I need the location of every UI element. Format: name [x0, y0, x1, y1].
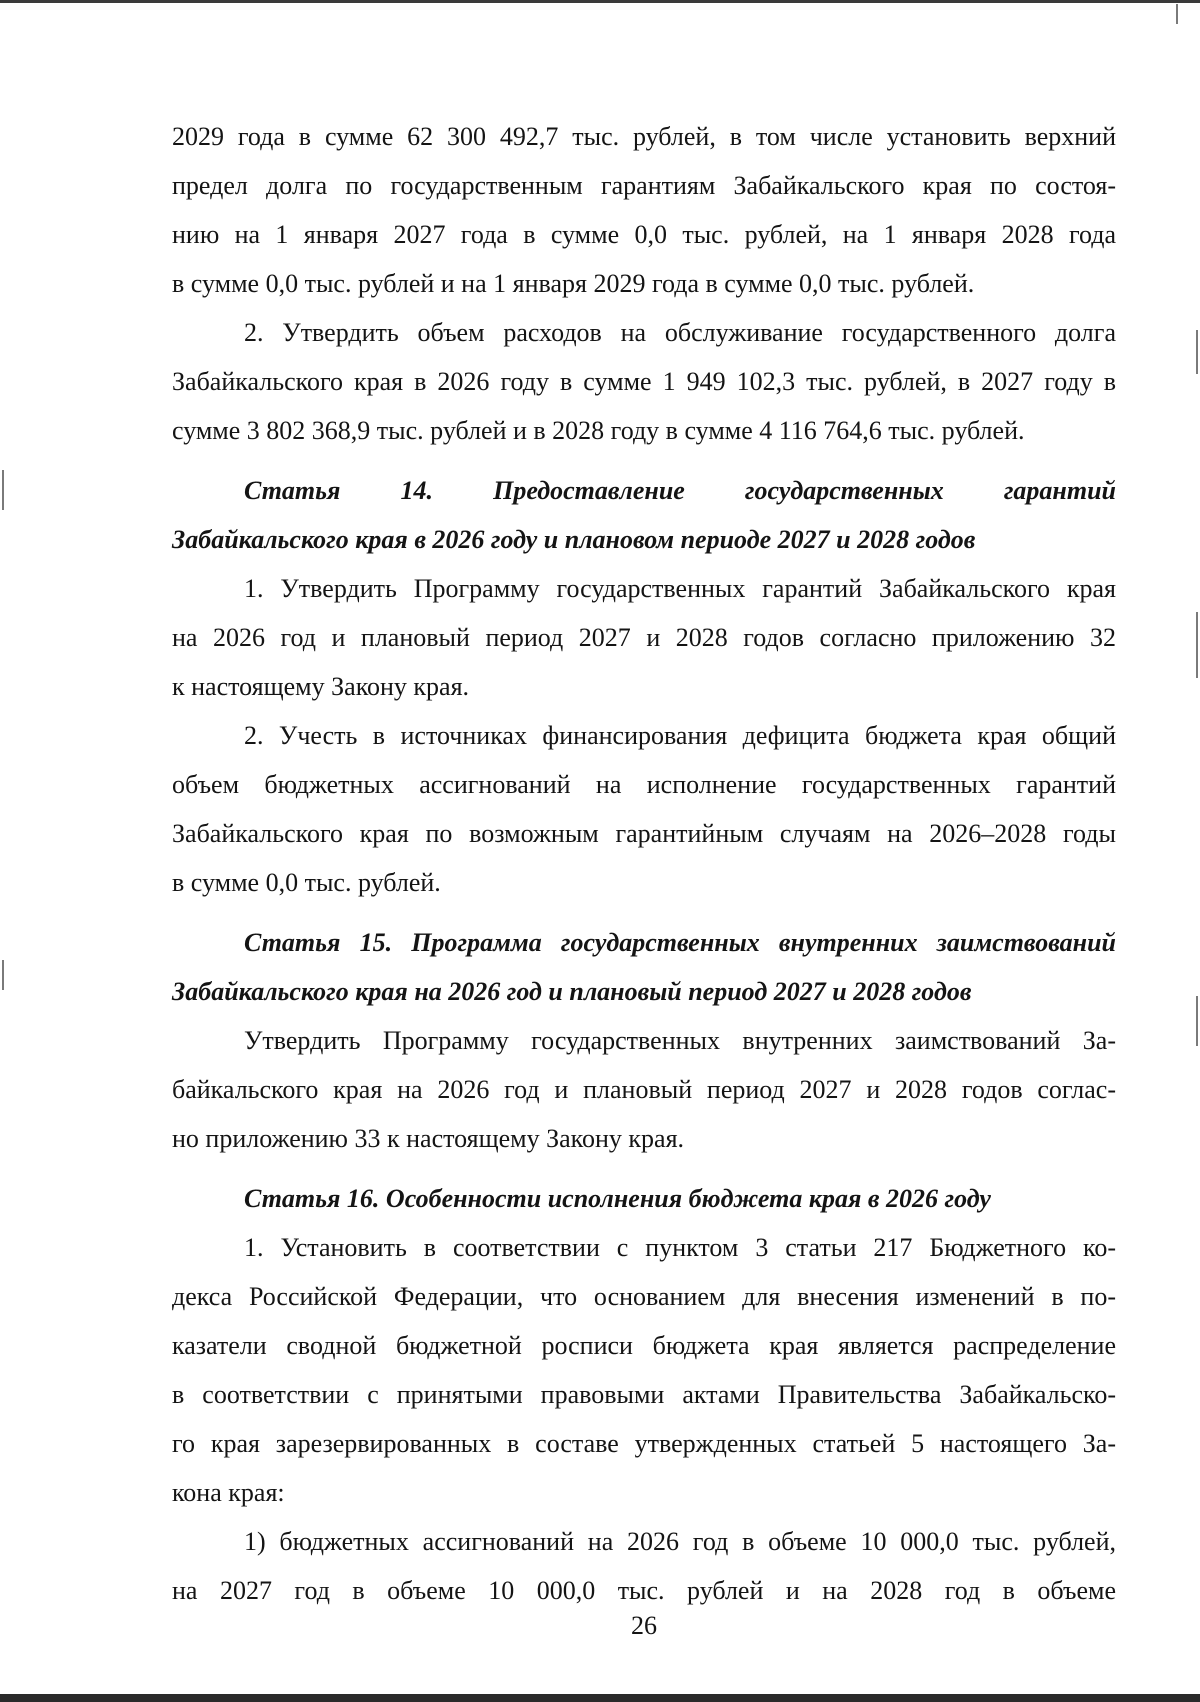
text-line: 1) бюджетных ассигнований на 2026 год в объеме 10 000,0 тыс. рублей, — [244, 1527, 1116, 1556]
scan-border-top — [0, 0, 1200, 3]
scan-mark — [1196, 330, 1198, 374]
text-line: го края зарезервированных в составе утвержденных статьей 5 настоящего За- — [172, 1429, 1116, 1458]
text-line: в сумме 0,0 тыс. рублей и на 1 января 2029 года в сумме 0,0 тыс. рублей. — [172, 269, 975, 298]
scan-border-bottom — [0, 1694, 1200, 1702]
heading-line: Статья 16. Особенности исполнения бюджета края в 2026 году — [244, 1184, 991, 1213]
text-line: нию на 1 января 2027 года в сумме 0,0 тыс. рублей, на 1 января 2028 года — [172, 220, 1116, 249]
document-body — [172, 112, 1116, 1615]
text-line: сумме 3 802 368,9 тыс. рублей и в 2028 году в сумме 4 116 764,6 тыс. рублей. — [172, 416, 1025, 445]
text-line: в соответствии с принятыми правовыми актами Правительства Забайкальско- — [172, 1380, 1116, 1409]
scan-mark — [1176, 4, 1178, 24]
paragraph — [172, 308, 1116, 455]
text-line: Забайкальского края по возможным гарантийным случаям на 2026–2028 годы — [172, 819, 1116, 848]
text-line: 2029 года в сумме 62 300 492,7 тыс. рублей, в том числе установить верхний — [172, 122, 1116, 151]
text-line: к настоящему Закону края. — [172, 672, 470, 701]
text-line: предел долга по государственным гарантиям Забайкальского края по состоя- — [172, 171, 1116, 200]
paragraph — [172, 564, 1116, 711]
heading-line: Статья 14. Предоставление государственных гарантий — [244, 476, 1116, 505]
text-line: байкальского края на 2026 год и плановый период 2027 и 2028 годов соглас- — [172, 1075, 1116, 1104]
text-line: казатели сводной бюджетной росписи бюджета края является распределение — [172, 1331, 1116, 1360]
text-line: Забайкальского края в 2026 году в сумме 1 949 102,3 тыс. рублей, в 2027 году в — [172, 367, 1116, 396]
text-line: на 2027 год в объеме 10 000,0 тыс. рублей и на 2028 год в объеме — [172, 1576, 1116, 1605]
text-line: 2. Учесть в источниках финансирования дефицита бюджета края общий — [244, 721, 1116, 750]
paragraph — [172, 1016, 1116, 1163]
heading-line: Забайкальского края в 2026 году и плановом периоде 2027 и 2028 годов — [172, 525, 976, 554]
article-16-heading — [172, 1174, 1116, 1223]
paragraph — [172, 1517, 1116, 1615]
scan-mark — [1196, 996, 1198, 1046]
text-line: Утвердить Программу государственных внутренних заимствований За- — [244, 1026, 1116, 1055]
paragraph — [172, 112, 1116, 308]
article-15-heading — [172, 918, 1116, 1016]
paragraph — [172, 1223, 1116, 1517]
text-line: кона края: — [172, 1478, 285, 1507]
heading-line: Забайкальского края на 2026 год и плановый период 2027 и 2028 годов — [172, 977, 972, 1006]
scan-mark — [2, 960, 4, 990]
text-line: на 2026 год и плановый период 2027 и 2028 годов согласно приложению 32 — [172, 623, 1116, 652]
text-line: 1. Утвердить Программу государственных гарантий Забайкальского края — [244, 574, 1116, 603]
paragraph — [172, 711, 1116, 907]
text-line: в сумме 0,0 тыс. рублей. — [172, 868, 441, 897]
scan-mark — [1196, 612, 1198, 678]
text-line: но приложению 33 к настоящему Закону края. — [172, 1124, 685, 1153]
text-line: 1. Установить в соответствии с пунктом 3 статьи 217 Бюджетного ко- — [244, 1233, 1116, 1262]
heading-line: Статья 15. Программа государственных внутренних заимствований — [244, 928, 1116, 957]
text-line: 2. Утвердить объем расходов на обслуживание государственного долга — [244, 318, 1116, 347]
page-number: 26 — [631, 1611, 657, 1640]
scan-mark — [2, 470, 4, 510]
article-14-heading — [172, 466, 1116, 564]
text-line: объем бюджетных ассигнований на исполнение государственных гарантий — [172, 770, 1116, 799]
text-line: декса Российской Федерации, что основанием для внесения изменений в по- — [172, 1282, 1116, 1311]
